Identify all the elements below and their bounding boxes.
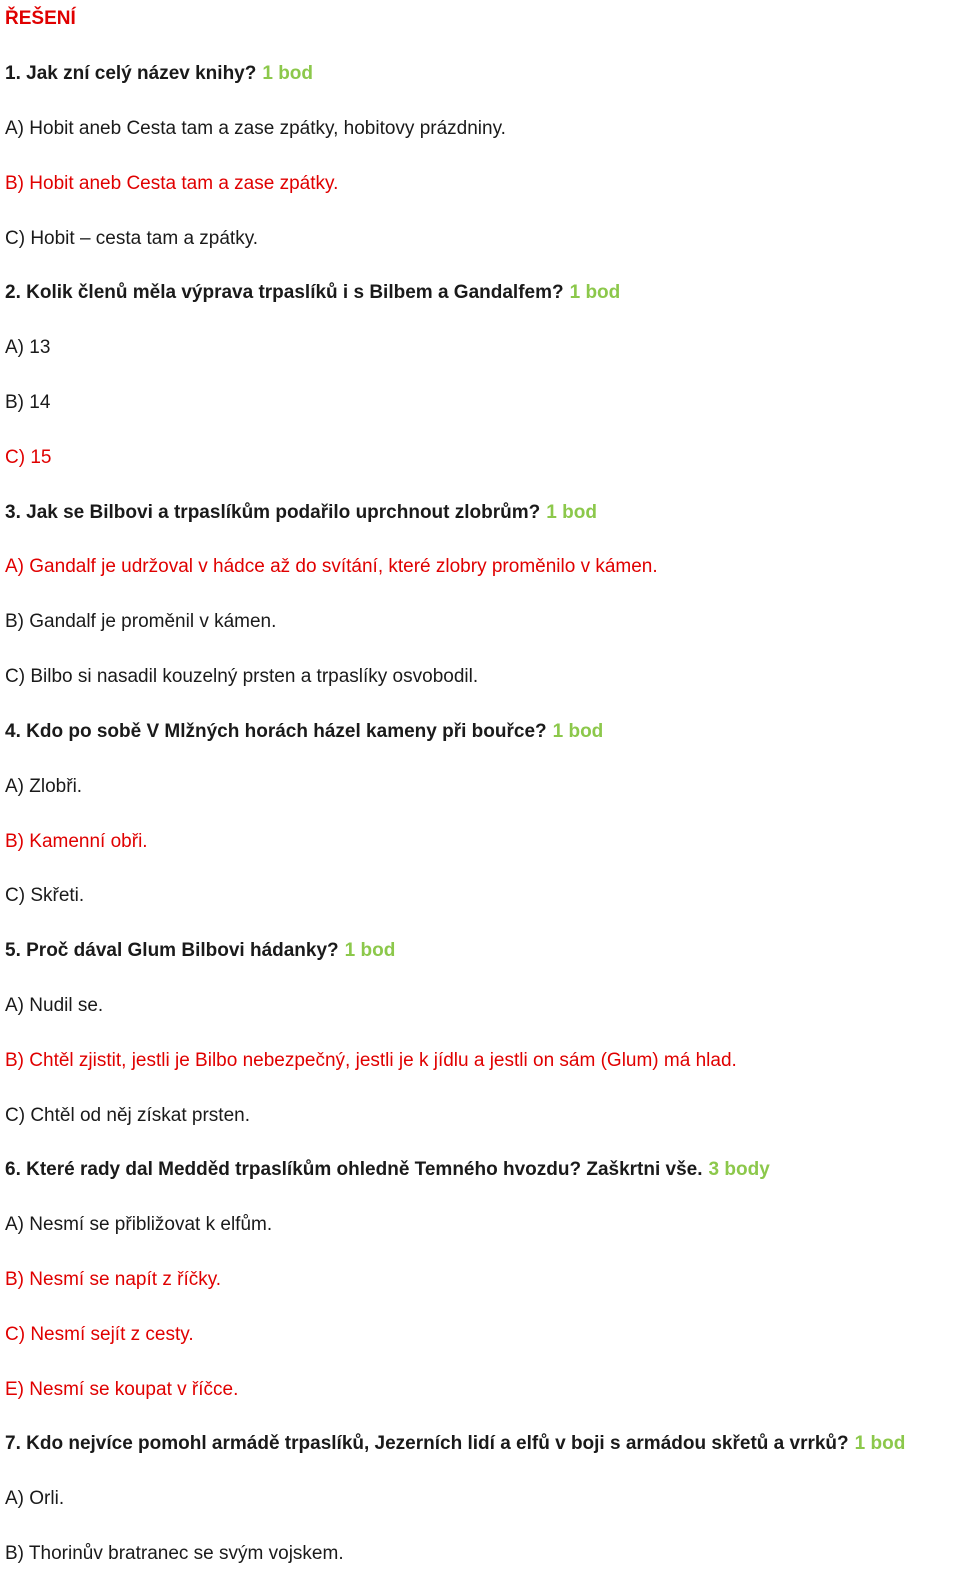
- answer-5b-correct: B) Chtěl zjistit, jestli je Bilbo nebezpečný, jestli je k jídlu a jestli on sám (Glum) má hlad.: [5, 1050, 737, 1071]
- points-label: 3 body: [708, 1159, 770, 1180]
- answer-2c-correct: C) 15: [5, 447, 52, 468]
- question-4: [5, 719, 960, 745]
- question-5: [5, 938, 960, 964]
- question-1: [5, 61, 960, 87]
- question-text: 5. Proč dával Glum Bilbovi hádanky?: [5, 940, 339, 961]
- answer-5c: C) Chtěl od něj získat prsten.: [5, 1105, 250, 1126]
- answer-3c: C) Bilbo si nasadil kouzelný prsten a trpaslíky osvobodil.: [5, 666, 479, 687]
- answer-1c: C) Hobit – cesta tam a zpátky.: [5, 228, 259, 249]
- answer-6b-correct: B) Nesmí se napít z říčky.: [5, 1269, 222, 1290]
- answer-3a-correct: A) Gandalf je udržoval v hádce až do svítání, které zlobry proměnilo v kámen.: [5, 556, 658, 577]
- answer-6c-correct: C) Nesmí sejít z cesty.: [5, 1324, 194, 1345]
- answer-6e-correct: E) Nesmí se koupat v říčce.: [5, 1379, 239, 1400]
- question-text: 3. Jak se Bilbovi a trpaslíkům podařilo uprchnout zlobrům?: [5, 502, 541, 523]
- answer-4b-correct: B) Kamenní obři.: [5, 831, 148, 852]
- answer-6a: A) Nesmí se přibližovat k elfům.: [5, 1214, 273, 1235]
- answer-4a: A) Zlobři.: [5, 776, 83, 797]
- question-7: [5, 1431, 960, 1457]
- answer-1b-correct: B) Hobit aneb Cesta tam a zase zpátky.: [5, 173, 339, 194]
- points-label: 1 bod: [854, 1433, 906, 1454]
- answer-7b: B) Thorinův bratranec se svým vojskem.: [5, 1543, 344, 1564]
- question-3: [5, 500, 960, 526]
- question-6: [5, 1157, 960, 1183]
- question-2: [5, 280, 960, 306]
- answer-2b: B) 14: [5, 392, 51, 413]
- points-label: 1 bod: [344, 940, 396, 961]
- answer-2a: A) 13: [5, 337, 51, 358]
- question-text: 1. Jak zní celý název knihy?: [5, 63, 257, 84]
- answer-1a: A) Hobit aneb Cesta tam a zase zpátky, hobitovy prázdniny.: [5, 118, 506, 139]
- answer-5a: A) Nudil se.: [5, 995, 104, 1016]
- points-label: 1 bod: [546, 502, 597, 523]
- question-text: 2. Kolik členů měla výprava trpaslíků i s Bilbem a Gandalfem?: [5, 282, 564, 303]
- solution-heading: ŘEŠENÍ: [5, 8, 76, 29]
- question-text: 6. Které rady dal Medděd trpaslíkům ohledně Temného hvozdu? Zaškrtni vše.: [5, 1159, 703, 1180]
- points-label: 1 bod: [262, 63, 314, 84]
- question-text: 7. Kdo nejvíce pomohl armádě trpaslíků, Jezerních lidí a elfů v boji s armádou skřetů a vrrků?: [5, 1433, 849, 1454]
- points-label: 1 bod: [552, 721, 604, 742]
- points-label: 1 bod: [569, 282, 621, 303]
- answer-4c: C) Skřeti.: [5, 885, 85, 906]
- answer-7a: A) Orli.: [5, 1488, 65, 1509]
- question-text: 4. Kdo po sobě V Mlžných horách házel kameny při bouřce?: [5, 721, 547, 742]
- answer-3b: B) Gandalf je proměnil v kámen.: [5, 611, 277, 632]
